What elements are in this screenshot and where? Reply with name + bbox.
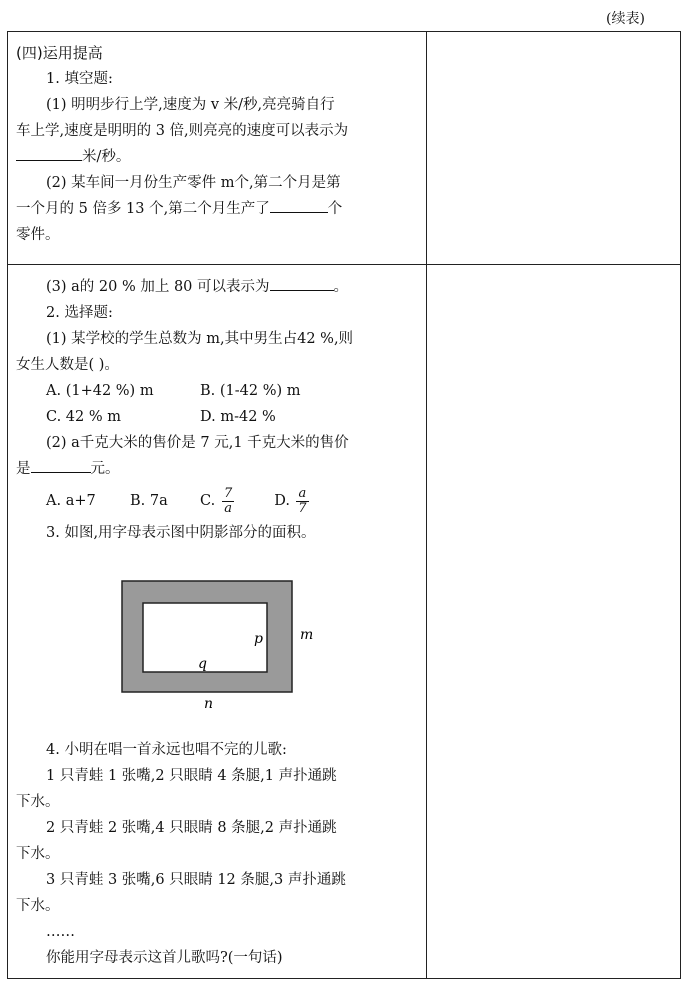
answer-blank[interactable] [31, 456, 91, 473]
q2-2-line1: (2) a千克大米的售价是 7 元,1 千克大米的售价 [46, 435, 349, 451]
q1-2-line3: 零件。 [16, 227, 60, 243]
q1-2-line2: 一个月的 5 倍多 13 个,第二个月生产了 个 [16, 196, 418, 222]
row-divider [8, 264, 680, 265]
column-divider [426, 32, 427, 978]
label-p: p [254, 631, 263, 647]
q4-question: 你能用字母表示这首儿歌吗?(一句话) [46, 950, 283, 966]
fraction-a-over-7: $\frac{a}{7}$ [298, 485, 307, 516]
q1-2-line1: (2) 某车间一月份生产零件 m个,第二个月是第 [46, 175, 341, 191]
section-title: (四)运用提高 [16, 44, 103, 62]
q4-ellipsis: …… [46, 924, 75, 940]
q4-line2b: 下水。 [16, 846, 60, 862]
q4-title: 4. 小明在唱一首永远也唱不完的儿歌: [46, 742, 287, 758]
q2-2-options: A. a+7 B. 7a C. $\frac{7}{a}$ D. $\frac{a}{7}$ [46, 485, 307, 516]
answer-blank[interactable] [270, 274, 334, 291]
section-cell [16, 40, 418, 248]
label-n: n [204, 696, 214, 709]
label-q: q [198, 656, 207, 672]
q4-cell [16, 737, 418, 971]
q1-1-line3: 米/秒。 [16, 144, 418, 170]
q2-1-options-ab: A. (1+42 %) m B. (1-42 %) m [46, 383, 301, 399]
worksheet-table [7, 31, 681, 979]
q2-1-line2: 女生人数是( )。 [16, 357, 119, 373]
q4-line3a: 3 只青蛙 3 张嘴,6 只眼睛 12 条腿,3 声扑通跳 [46, 872, 346, 888]
q1-3-line: (3) a的 20 % 加上 80 可以表示为 。 [16, 274, 418, 300]
q2-1-line1: (1) 某学校的学生总数为 m,其中男生占42 %,则 [46, 331, 354, 347]
answer-blank[interactable] [270, 196, 328, 213]
q2-2-line2: 是 元。 [16, 456, 418, 482]
q1-1-line1: (1) 明明步行上学,速度为 v 米/秒,亮亮骑自行 [46, 97, 335, 113]
fraction-7-over-a: $\frac{7}{a}$ [224, 485, 233, 516]
q4-line1b: 下水。 [16, 794, 60, 810]
q4-line2a: 2 只青蛙 2 张嘴,4 只眼睛 8 条腿,2 声扑通跳 [46, 820, 337, 836]
label-m: m [300, 627, 314, 643]
q2-title: 2. 选择题: [46, 305, 113, 321]
answer-blank[interactable] [16, 144, 82, 161]
shaded-rectangle-figure [120, 579, 340, 709]
q4-line1a: 1 只青蛙 1 张嘴,2 只眼睛 4 条腿,1 声扑通跳 [46, 768, 337, 784]
continued-label: (续表) [606, 11, 645, 27]
q4-line3b: 下水。 [16, 898, 60, 914]
question-cell [16, 274, 418, 546]
q1-1-line2: 车上学,速度是明明的 3 倍,则亮亮的速度可以表示为 [16, 123, 349, 139]
q1-title: 1. 填空题: [46, 71, 113, 87]
q3-line: 3. 如图,用字母表示图中阴影部分的面积。 [46, 525, 316, 541]
q2-1-options-cd: C. 42 % m D. m-42 % [46, 409, 276, 425]
